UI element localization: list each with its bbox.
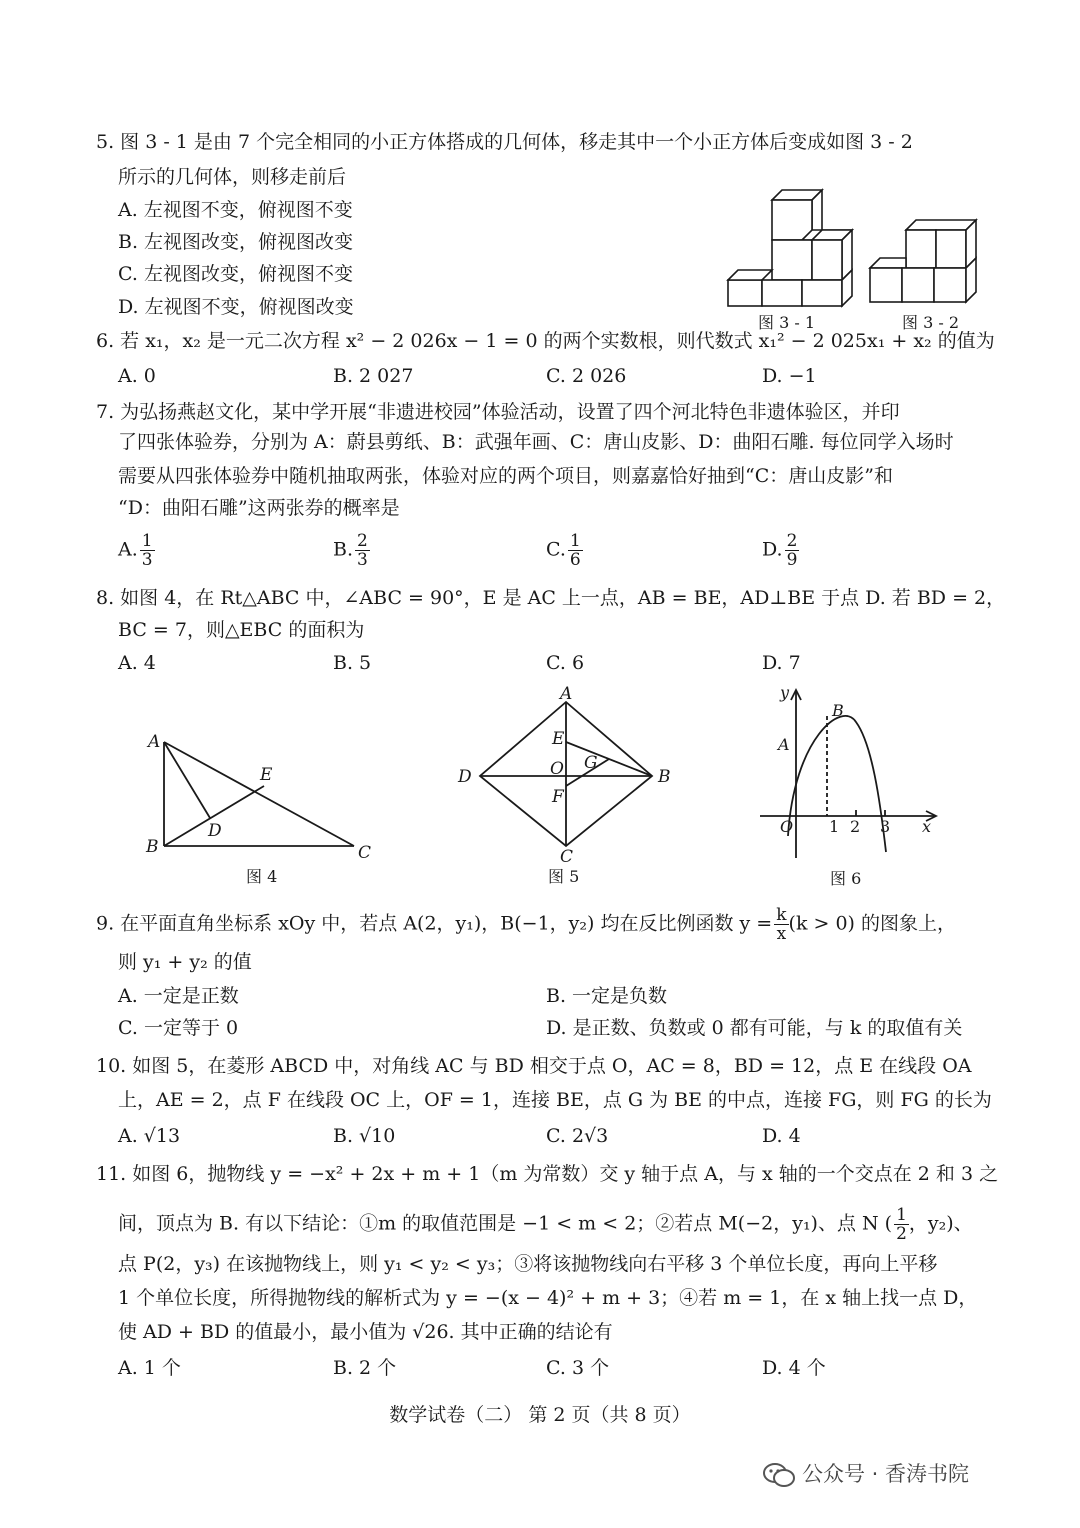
fig5-label-g: G	[584, 753, 598, 773]
q9-option-c: C. 一定等于 0	[118, 1017, 239, 1039]
fig5-label-o: O	[550, 759, 564, 779]
fig6-label-2: 2	[850, 817, 861, 836]
figure-5-caption: 图 5	[548, 867, 580, 886]
fig4-label-b: B	[146, 837, 159, 857]
q11-line1: 11. 如图 6，抛物线 y = −x² + 2x + m + 1（m 为常数）交 y 轴于点 A，与 x 轴的一个交点在 2 和 3 之	[96, 1163, 999, 1185]
q10-line2: 上，AE = 2，点 F 在线段 OC 上，OF = 1，连接 BE，点 G 为 BE 的中点，连接 FG，则 FG 的长为	[118, 1089, 992, 1111]
q6-line1: 6. 若 x₁，x₂ 是一元二次方程 x² − 2 026x − 1 = 0 的两个实数根，则代数式 x₁² − 2 025x₁ + x₂ 的值为	[96, 330, 995, 352]
q11-option-d: D. 4 个	[762, 1357, 826, 1379]
q8-option-c: C. 6	[546, 652, 585, 674]
q9-line2: 则 y₁ + y₂ 的值	[118, 951, 252, 973]
q10-option-b: B. √10	[333, 1125, 396, 1147]
q11-line5: 使 AD + BD 的值最小，最小值为 √26. 其中正确的结论有	[118, 1321, 613, 1343]
q8-line2: BC = 7，则△EBC 的面积为	[118, 619, 365, 641]
q7-d-denominator: 9	[786, 550, 798, 570]
q9-line1-start: 9. 在平面直角坐标系 xOy 中，若点 A(2，y₁)，B(−1，y₂) 均在反比例函数 y =	[96, 912, 773, 935]
fig5-label-f: F	[552, 787, 564, 807]
q11-option-a: A. 1 个	[118, 1357, 181, 1379]
figure-6	[752, 682, 942, 862]
fig6-label-a: A	[778, 735, 790, 754]
q11-option-c: C. 3 个	[546, 1357, 610, 1379]
q9-option-a: A. 一定是正数	[118, 985, 239, 1007]
q7-option-b-label: B.	[333, 538, 354, 561]
q7-option-d	[762, 532, 799, 569]
watermark-text: 公众号 · 香涛书院	[802, 1462, 970, 1486]
figure-6-caption: 图 6	[830, 869, 862, 888]
q7-line2: 了四张体验券，分别为 A：蔚县剪纸、B：武强年画、C：唐山皮影、D：曲阳石雕. 每位同学入场时	[118, 431, 954, 453]
q9-fraction-denominator: x	[776, 924, 787, 944]
q9-option-d: D. 是正数、负数或 0 都有可能，与 k 的取值有关	[546, 1017, 963, 1039]
q8-option-b: B. 5	[333, 652, 372, 674]
q6-option-d: D. −1	[762, 365, 817, 387]
fig4-segment-ad	[164, 742, 210, 818]
q5-line2: 所示的几何体，则移走前后	[118, 166, 347, 188]
q7-line3: 需要从四张体验券中随机抽取两张，体验对应的两个项目，则嘉嘉恰好抽到“C：唐山皮影”和	[118, 465, 893, 487]
q7-option-a	[118, 532, 155, 569]
q8-option-a: A. 4	[118, 652, 156, 674]
q9-line1	[96, 906, 956, 943]
q5-option-a: A. 左视图不变，俯视图不变	[118, 199, 353, 221]
q11-line2	[118, 1206, 973, 1243]
fig4-label-c: C	[358, 843, 372, 863]
fig6-label-o: O	[780, 817, 794, 836]
q7-a-numerator: 1	[141, 531, 153, 551]
fig4-label-e: E	[260, 765, 273, 785]
q7-line4: “D：曲阳石雕”这两张券的概率是	[118, 497, 400, 519]
fig4-segment-ac	[164, 742, 354, 846]
fig6-label-y: y	[780, 683, 790, 702]
figure-4-caption: 图 4	[246, 867, 278, 886]
q7-option-b	[333, 532, 370, 569]
fig5-label-a: A	[560, 686, 573, 704]
q11-line2-start: 间，顶点为 B. 有以下结论：①m 的取值范围是 −1 < m < 2；②若点 M(−2，y₁)、点 N (	[118, 1212, 893, 1235]
fig4-label-d: D	[208, 821, 222, 841]
watermark	[762, 1458, 969, 1488]
q7-line1: 7. 为弘扬燕赵文化，某中学开展“非遗进校园”体验活动，设置了四个河北特色非遗体验区，并印	[96, 401, 900, 423]
fig6-label-3: 3	[880, 817, 891, 836]
fig5-label-b: B	[658, 767, 671, 787]
q7-a-denominator: 3	[141, 550, 153, 570]
figure-5	[452, 686, 688, 864]
fig5-label-e: E	[552, 729, 565, 749]
q5-line1: 5. 图 3 - 1 是由 7 个完全相同的小正方体搭成的几何体，移走其中一个小正方体后变成如图 3 - 2	[96, 131, 913, 153]
q11-fraction-denominator: 2	[896, 1224, 907, 1244]
figure-3-2	[866, 210, 996, 310]
q11-fraction-numerator: 1	[896, 1205, 907, 1225]
q7-option-d-label: D.	[762, 538, 783, 561]
q10-line1: 10. 如图 5，在菱形 ABCD 中，对角线 AC 与 BD 相交于点 O，AC = 8，BD = 12，点 E 在线段 OA	[96, 1055, 972, 1077]
q11-option-b: B. 2 个	[333, 1357, 397, 1379]
figure-3-1	[720, 180, 860, 310]
q7-b-denominator: 3	[357, 550, 368, 570]
page-footer: 数学试卷（二） 第 2 页（共 8 页）	[389, 1404, 691, 1426]
fig6-label-b: B	[832, 701, 844, 720]
q9-option-b: B. 一定是负数	[546, 985, 668, 1007]
q6-option-b: B. 2 027	[333, 365, 414, 387]
q7-b-numerator: 2	[357, 531, 368, 551]
q8-option-d: D. 7	[762, 652, 801, 674]
q7-d-numerator: 2	[786, 531, 798, 551]
figure-3-1-caption: 图 3 - 1	[758, 313, 816, 332]
q8-line1: 8. 如图 4，在 Rt△ABC 中，∠ABC = 90°，E 是 AC 上一点，AB = BE，AD⊥BE 于点 D. 若 BD = 2，	[96, 587, 1006, 609]
q7-c-denominator: 6	[569, 550, 581, 570]
q7-option-c	[546, 532, 583, 569]
q6-option-a: A. 0	[118, 365, 156, 387]
q11-line3: 点 P(2，y₃) 在该抛物线上，则 y₁ < y₂ < y₃；③将该抛物线向右平移 3 个单位长度，再向上平移	[118, 1253, 938, 1275]
q5-option-c: C. 左视图改变，俯视图不变	[118, 263, 353, 285]
q5-option-d: D. 左视图不变，俯视图改变	[118, 296, 354, 318]
q10-option-d: D. 4	[762, 1125, 801, 1147]
q7-c-numerator: 1	[569, 531, 581, 551]
q11-line4: 1 个单位长度，所得抛物线的解析式为 y = −(x − 4)² + m + 3；④若 m = 1，在 x 轴上找一点 D，	[118, 1287, 978, 1309]
figure-4	[140, 728, 380, 863]
wechat-icon	[762, 1462, 796, 1488]
q5-option-b: B. 左视图改变，俯视图改变	[118, 231, 354, 253]
q6-option-c: C. 2 026	[546, 365, 627, 387]
fig5-label-d: D	[458, 767, 472, 787]
fig5-label-c: C	[560, 847, 574, 864]
q7-option-c-label: C.	[546, 538, 566, 561]
q11-line2-end: ，y₂)、	[908, 1212, 973, 1235]
figure-3-2-caption: 图 3 - 2	[902, 313, 960, 332]
q9-fraction-numerator: k	[776, 905, 787, 925]
q7-option-a-label: A.	[118, 538, 138, 561]
fig6-label-x: x	[922, 817, 932, 836]
q10-option-c: C. 2√3	[546, 1125, 609, 1147]
q9-line1-end: (k > 0) 的图象上，	[788, 912, 956, 935]
fig6-label-1: 1	[829, 817, 840, 836]
q10-option-a: A. √13	[118, 1125, 181, 1147]
fig4-label-a: A	[148, 732, 161, 752]
